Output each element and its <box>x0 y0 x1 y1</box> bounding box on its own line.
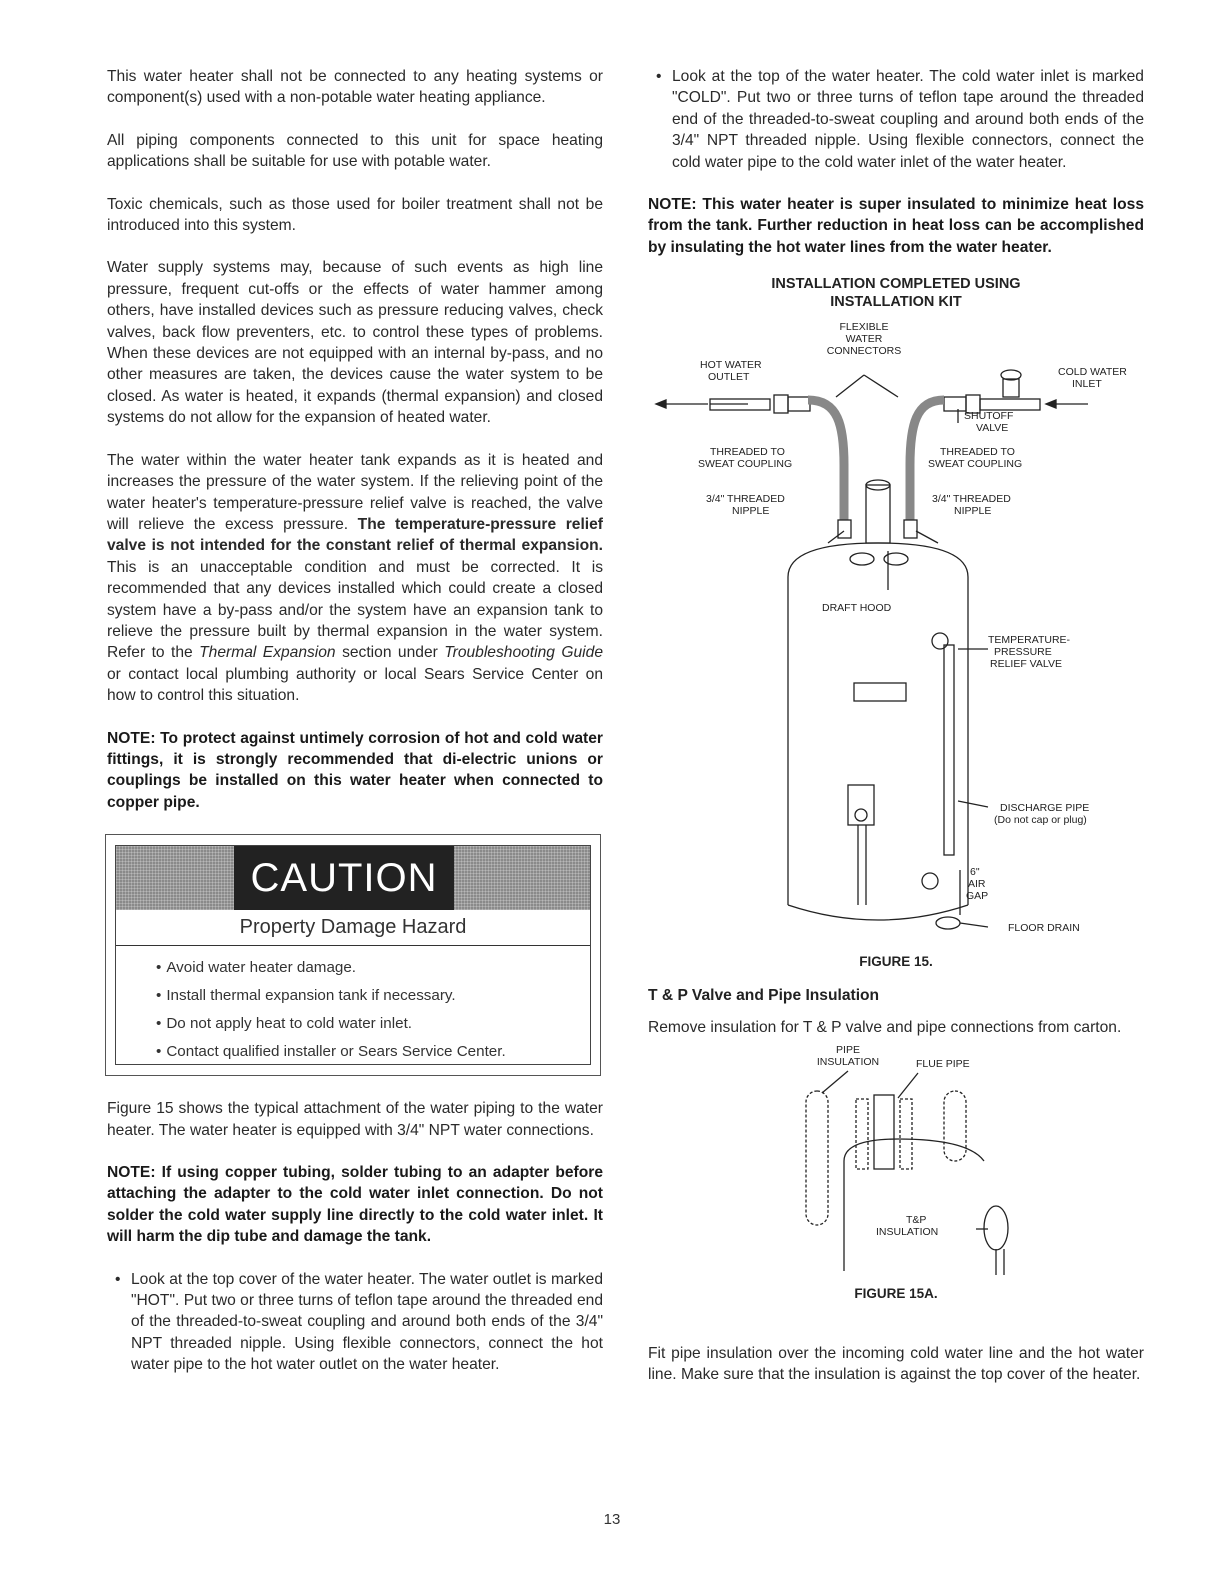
hot-nipple-upper <box>788 397 810 411</box>
label-threaded-right: THREADED TO <box>940 446 1015 459</box>
tank-top <box>788 543 968 577</box>
paragraph: Toxic chemicals, such as those used for boiler treatment shall not be introduced into this system. <box>107 195 603 235</box>
label-draft-hood: DRAFT HOOD <box>822 602 892 615</box>
svg-text:PRESSURE: PRESSURE <box>994 646 1052 659</box>
figure-15a-caption: FIGURE 15A. <box>854 1285 938 1301</box>
svg-text:RELIEF VALVE: RELIEF VALVE <box>990 658 1062 671</box>
label-nipple-left: 3/4" THREADED <box>706 493 785 506</box>
figure-15-diagram <box>648 315 1144 955</box>
paragraph: Water supply systems may, because of such events as high line pressure, frequent cut-offs or the effects of water hammer among others, have installed devices such as pressure reducing valves, check valves, back flow preventers, etc. to control these types of problems. When these devices are not equipped with an internal by-pass, and no other measures are taken, the devices cause the water system to be closed. As water is heated, it expands (thermal expansion) and closed systems do not allow for the expansion of heated water. <box>107 259 603 427</box>
cold-pipe <box>980 399 1040 410</box>
label-cold-water: COLD WATER <box>1058 366 1127 379</box>
right-column <box>648 66 1144 1406</box>
label-tp-valve: TEMPERATURE- <box>988 634 1071 647</box>
flex-connector-hot <box>808 400 844 520</box>
label-air-gap: 6" <box>970 866 980 879</box>
label-threaded-left: THREADED TO <box>710 446 785 459</box>
label-shutoff: SHUTOFF <box>964 410 1014 423</box>
pipe-insulation-left <box>806 1091 828 1225</box>
bullet-hot: • Look at the top cover of the water heater. The water outlet is marked "HOT". Put two or three turns of teflon tape around the threaded end of the threaded-to-sweat coupling and around both ends of the 3/4" NPT threaded nipple. Using flexible connectors, connect the hot water pipe to the hot water outlet on the water heater. <box>107 1269 603 1376</box>
tp-insulation <box>984 1206 1008 1250</box>
svg-text:INLET: INLET <box>1072 378 1102 391</box>
svg-text:NIPPLE: NIPPLE <box>954 505 992 518</box>
page-number: 13 <box>603 1511 621 1528</box>
paragraph: Remove insulation for T & P valve and pipe connections from carton. <box>648 1019 1122 1037</box>
svg-text:AIR: AIR <box>968 878 986 891</box>
caution-item: • Contact qualified installer or Sears Service Center. <box>156 1038 590 1066</box>
bullet-cold: • Look at the top of the water heater. The cold water inlet is marked "COLD". Put two or three turns of teflon tape around the threaded end of the threaded-to-sweat coupling and around both ends of the 3/4" NPT threaded nipple. Using flexible connectors, connect the cold water pipe to the cold water inlet of the water heater. <box>648 66 1144 173</box>
svg-text:WATER: WATER <box>845 333 883 346</box>
figure-15a-diagram <box>648 1043 1144 1279</box>
control-valve <box>848 785 874 825</box>
svg-text:CONNECTORS: CONNECTORS <box>826 345 902 358</box>
caution-item: • Install thermal expansion tank if necessary. <box>156 982 590 1010</box>
drain-valve <box>922 873 938 889</box>
label-tp: T&P <box>906 1213 927 1226</box>
shutoff-valve-icon <box>1003 379 1019 397</box>
tank-top-15a <box>844 1139 984 1161</box>
label-hot-water: HOT WATER <box>700 359 762 372</box>
label-flue-pipe: FLUE PIPE <box>916 1057 970 1070</box>
svg-text:NIPPLE: NIPPLE <box>732 505 770 518</box>
left-column <box>107 66 603 1397</box>
svg-text:VALVE: VALVE <box>976 422 1009 435</box>
svg-text:SWEAT COUPLING: SWEAT COUPLING <box>928 458 1023 471</box>
hot-coupling <box>774 395 788 413</box>
svg-text:SWEAT COUPLING: SWEAT COUPLING <box>698 458 793 471</box>
note-copper: NOTE: If using copper tubing, solder tubing to an adapter before attaching the adapter to the cold water inlet connection. Do not solder the cold water supply line directly to the cold water inlet. It will harm the dip tube and damage the tank. <box>107 1164 603 1246</box>
pipe-insulation-right <box>944 1091 966 1161</box>
label-flexible: FLEXIBLE <box>839 321 889 334</box>
svg-text:OUTLET: OUTLET <box>708 371 750 384</box>
caution-box <box>105 834 601 1076</box>
label-insulation: INSULATION <box>816 1055 880 1068</box>
access-panel <box>854 683 906 701</box>
label-pipe: PIPE <box>836 1043 860 1056</box>
floor-drain-icon <box>936 917 960 929</box>
label-discharge-pipe: DISCHARGE PIPE <box>1000 802 1090 815</box>
caution-banner <box>116 846 590 910</box>
caution-list <box>116 954 590 1066</box>
note-insulated: NOTE: This water heater is super insulated to minimize heat loss from the tank. Further reduction in heat loss can be accomplished by insulating the hot water lines from the water heater. <box>648 196 1144 256</box>
paragraph: Fit pipe insulation over the incoming cold water line and the hot water line. Make sure that the insulation is against the top cover of the heater. <box>648 1344 1144 1384</box>
figure-15-caption: FIGURE 15. <box>859 954 933 970</box>
svg-text:(Do not cap or plug): (Do not cap or plug) <box>994 814 1087 827</box>
flue-pipe-15a <box>874 1095 894 1169</box>
caution-item: • Avoid water heater damage. <box>156 954 590 982</box>
caution-word: CAUTION <box>234 846 454 910</box>
tp-valve <box>932 633 948 649</box>
figure-15-title: INSTALLATION COMPLETED USING INSTALLATION KIT <box>771 276 1021 311</box>
paragraph: Figure 15 shows the typical attachment of the water piping to the water heater. The water heater is equipped with 3/4" NPT water connections. <box>107 1100 603 1139</box>
bold-warning: The temperature-pressure relief valve is not intended for the constant relief of thermal expansion. <box>107 515 604 555</box>
paragraph: All piping components connected to this unit for space heating applications shall be suitable for use with potable water. <box>107 131 603 171</box>
paragraph: The water within the water heater tank expands as it is heated and increases the pressure of the water system. If the relieving point of the water heater's temperature-pressure relief valve is reached, the valve will relieve the excess pressure. The temperature-pressure relief valve is not intended for the constant relief of thermal expansion. This is an unacceptable condition and must be corrected. It is recommended that any devices installed which could create a closed system have a by-pass and/or the system have an expansion tank to relieve the pressure built by thermal expansion in the water system. Refer to the Thermal Expansion section under Troubleshooting Guide or contact local plumbing authority or local Sears Service Center on how to control this situation. <box>107 451 604 705</box>
label-nipple-right: 3/4" THREADED <box>932 493 1011 506</box>
label-tp-insulation: INSULATION <box>876 1225 939 1238</box>
discharge-pipe <box>944 645 954 855</box>
note-dielectric: NOTE: To protect against untimely corrosion of hot and cold water fittings, it is strongly recommended that di-electric unions or couplings be installed on this water heater when connected to copper pipe. <box>107 729 603 811</box>
caution-item: • Do not apply heat to cold water inlet. <box>156 1010 590 1038</box>
label-floor-drain: FLOOR DRAIN <box>1008 922 1080 935</box>
flue-pipe <box>866 485 890 543</box>
hazard-title: Property Damage Hazard <box>116 910 590 946</box>
paragraph: This water heater shall not be connected to any heating systems or component(s) used with a non-potable water heating appliance. <box>107 68 603 107</box>
svg-text:GAP: GAP <box>966 890 989 903</box>
section-title: T & P Valve and Pipe Insulation <box>648 987 880 1005</box>
